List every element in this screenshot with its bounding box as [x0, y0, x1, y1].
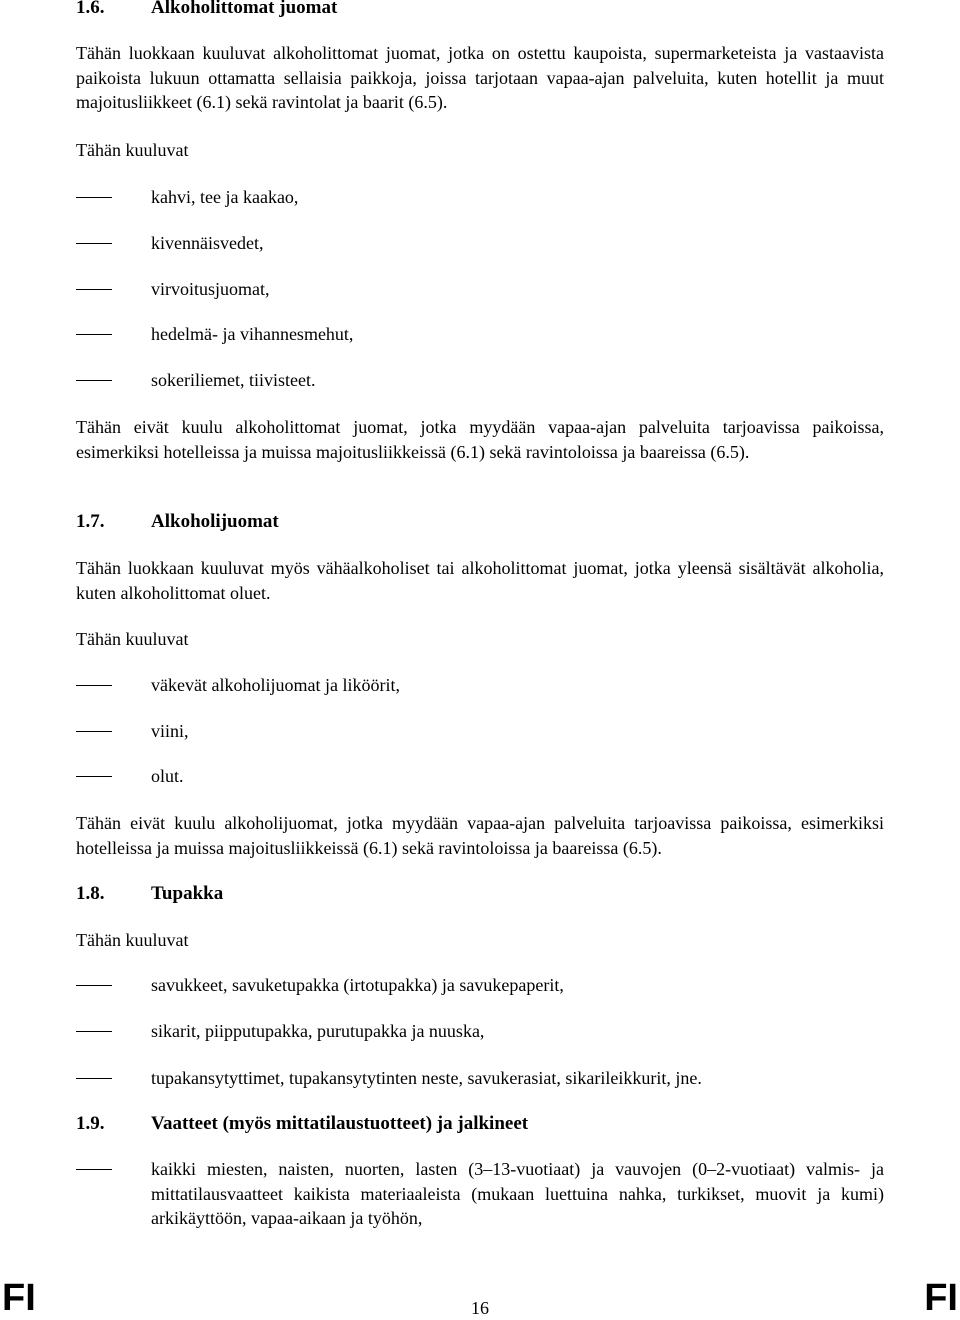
section-excludes-paragraph: Tähän eivät kuulu alkoholijuomat, jotka myydään vapaa-ajan palveluita tarjoavissa paikoissa, esimerkiksi hotelleissa ja muissa majoitusliikkeissä (6.1) sekä ravintoloissa ja baareissa (6.5).: [76, 813, 884, 858]
list-item-text: hedelmä- ja vihannesmehut,: [151, 324, 354, 344]
section-heading-1-9: [76, 1112, 528, 1136]
list-item-text: olut.: [151, 766, 184, 786]
section-number: 1.8.: [76, 883, 105, 904]
list-item-text: sokeriliemet, tiivisteet.: [151, 370, 316, 390]
list-item-text: virvoitusjuomat,: [151, 279, 270, 299]
section-heading-1-7: [76, 510, 279, 534]
list-item: [76, 1066, 884, 1091]
list-item-text: sikarit, piipputupakka, purutupakka ja nuuska,: [151, 1021, 485, 1041]
section-title: Alkoholijuomat: [151, 511, 279, 532]
list-item: [76, 231, 884, 256]
dash-bullet: [76, 197, 112, 198]
list-item: [76, 1019, 884, 1044]
section-title: Tupakka: [151, 883, 224, 904]
section-number: 1.7.: [76, 511, 105, 532]
list-item: [76, 322, 884, 347]
dash-bullet: [76, 380, 112, 381]
section-title: Vaatteet (myös mittatilaustuotteet) ja jalkineet: [151, 1113, 529, 1134]
dash-bullet: [76, 685, 112, 686]
section-title: Alkoholittomat juomat: [151, 0, 338, 18]
section-number: 1.6.: [76, 0, 105, 18]
page-number: 16: [471, 1298, 489, 1318]
list-item-text: kivennäisvedet,: [151, 233, 264, 253]
includes-label: Tähän kuuluvat: [76, 629, 189, 649]
dash-bullet: [76, 776, 112, 777]
dash-bullet: [76, 1078, 112, 1079]
includes-label: Tähän kuuluvat: [76, 930, 189, 950]
dash-bullet: [76, 334, 112, 335]
list-item-text: tupakansytyttimet, tupakansytytinten neste, savukerasiat, sikarileikkurit, jne.: [151, 1068, 702, 1088]
dash-bullet: [76, 243, 112, 244]
section-heading-1-6: [76, 0, 337, 20]
list-item-text: väkevät alkoholijuomat ja liköörit,: [151, 675, 400, 695]
list-item: [76, 1157, 884, 1231]
section-intro-paragraph: Tähän luokkaan kuuluvat myös vähäalkoholiset tai alkoholittomat juomat, jotka yleensä sisältävät alkoholia, kuten alkoholittomat oluet.: [76, 558, 884, 603]
list-item: [76, 673, 884, 698]
list-item: [76, 973, 884, 998]
list-item-text: viini,: [151, 721, 189, 741]
list-item-text: kahvi, tee ja kaakao,: [151, 187, 299, 207]
dash-bullet: [76, 985, 112, 986]
list-item: [76, 277, 884, 302]
section-number: 1.9.: [76, 1113, 105, 1134]
section-heading-1-8: [76, 882, 223, 906]
footer-language-code-right: FI: [924, 1277, 958, 1319]
dash-bullet: [76, 731, 112, 732]
section-excludes-paragraph: Tähän eivät kuulu alkoholittomat juomat, jotka myydään vapaa-ajan palveluita tarjoavissa paikoissa, esimerkiksi hotelleissa ja muissa majoitusliikkeissä (6.1) sekä ravintoloissa ja baareissa (6.5).: [76, 417, 884, 462]
list-item-text: savukkeet, savuketupakka (irtotupakka) ja savukepaperit,: [151, 975, 564, 995]
list-item: [76, 185, 884, 210]
list-item: [76, 764, 884, 789]
dash-bullet: [76, 289, 112, 290]
footer-language-code-left: FI: [2, 1277, 36, 1319]
list-item-text: kaikki miesten, naisten, nuorten, lasten (3–13-vuotiaat) ja vauvojen (0–2-vuotiaat) valmis- ja mittatilausvaatteet kaikista materiaaleista (mukaan luettuina nahka, turkikset, muovit ja kumi) arkikäyttöön, vapaa-aikaan ja työhön,: [151, 1159, 884, 1228]
includes-label: Tähän kuuluvat: [76, 140, 189, 160]
list-item: [76, 368, 884, 393]
list-item: [76, 719, 884, 744]
section-intro-paragraph: Tähän luokkaan kuuluvat alkoholittomat juomat, jotka on ostettu kaupoista, supermarketeista ja vastaavista paikoista lukuun ottamatta sellaisia paikkoja, joissa tarjotaan vapaa-ajan palveluita, kuten hotellit ja muut majoitusliikkeet (6.1) sekä ravintolat ja baarit (6.5).: [76, 43, 884, 112]
dash-bullet: [76, 1169, 112, 1170]
dash-bullet: [76, 1031, 112, 1032]
